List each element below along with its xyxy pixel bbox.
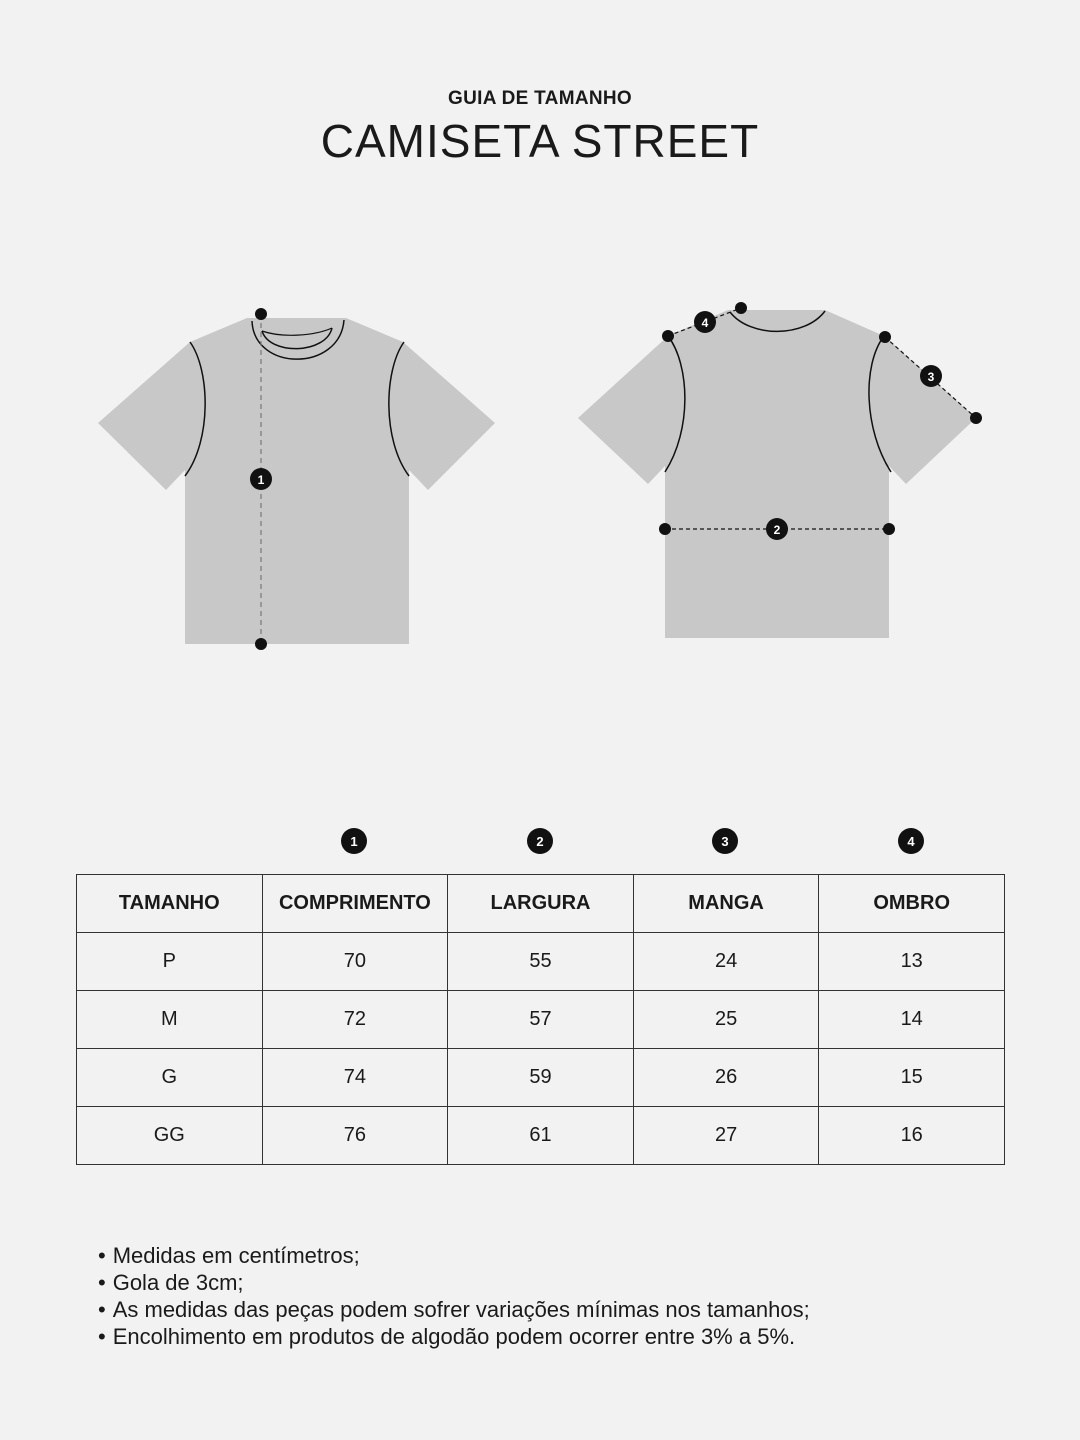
- shoulder-dot-right: [735, 302, 747, 314]
- length-dot-bottom: [255, 638, 267, 650]
- cell-ombro: 14: [819, 991, 1005, 1049]
- cell-largura: 59: [448, 1049, 634, 1107]
- front-shirt-body: [98, 318, 495, 644]
- cell-comprimento: 70: [262, 933, 448, 991]
- cell-comprimento: 76: [262, 1107, 448, 1165]
- sleeve-dot-top: [879, 331, 891, 343]
- cell-size: M: [77, 991, 263, 1049]
- note-item: • As medidas das peças podem sofrer variações mínimas nos tamanhos;: [98, 1296, 998, 1323]
- table-row: [77, 933, 1005, 991]
- width-dot-left: [659, 523, 671, 535]
- table-row: [77, 1049, 1005, 1107]
- marker-1-label: 1: [257, 473, 265, 487]
- marker-2-label: 2: [773, 523, 781, 537]
- cell-manga: 25: [633, 991, 819, 1049]
- size-table: [76, 874, 1005, 1165]
- back-shirt: [578, 302, 982, 638]
- header-manga: MANGA: [633, 875, 819, 933]
- cell-ombro: 15: [819, 1049, 1005, 1107]
- note-item: • Medidas em centímetros;: [98, 1242, 998, 1269]
- cell-manga: 26: [633, 1049, 819, 1107]
- note-item: • Encolhimento em produtos de algodão podem ocorrer entre 3% a 5%.: [98, 1323, 998, 1350]
- front-shirt: [98, 308, 495, 650]
- shoulder-dot-left: [662, 330, 674, 342]
- header-tamanho: TAMANHO: [77, 875, 263, 933]
- length-dot-top: [255, 308, 267, 320]
- header-comprimento: COMPRIMENTO: [262, 875, 448, 933]
- table-header-row: [77, 875, 1005, 933]
- cell-comprimento: 74: [262, 1049, 448, 1107]
- column-marker-3: 3: [712, 828, 738, 854]
- cell-ombro: 16: [819, 1107, 1005, 1165]
- column-marker-1: 1: [341, 828, 367, 854]
- table-row: [77, 991, 1005, 1049]
- cell-size: G: [77, 1049, 263, 1107]
- cell-largura: 61: [448, 1107, 634, 1165]
- cell-largura: 57: [448, 991, 634, 1049]
- guide-subtitle: GUIA DE TAMANHO: [448, 88, 632, 109]
- cell-largura: 55: [448, 933, 634, 991]
- back-shirt-body: [578, 310, 976, 638]
- marker-4-label: 4: [701, 316, 709, 330]
- table-row: [77, 1107, 1005, 1165]
- shirt-measurement-diagram: [0, 280, 1080, 680]
- cell-comprimento: 72: [262, 991, 448, 1049]
- header-ombro: OMBRO: [819, 875, 1005, 933]
- cell-size: P: [77, 933, 263, 991]
- cell-ombro: 13: [819, 933, 1005, 991]
- column-marker-4: 4: [898, 828, 924, 854]
- column-markers: [76, 828, 1004, 854]
- cell-manga: 27: [633, 1107, 819, 1165]
- cell-size: GG: [77, 1107, 263, 1165]
- notes-list: [98, 1242, 998, 1350]
- sleeve-dot-bottom: [970, 412, 982, 424]
- cell-manga: 24: [633, 933, 819, 991]
- note-item: • Gola de 3cm;: [98, 1269, 998, 1296]
- page-title: CAMISETA STREET: [320, 115, 760, 167]
- marker-3-label: 3: [927, 370, 935, 384]
- width-dot-right: [883, 523, 895, 535]
- column-marker-2: 2: [527, 828, 553, 854]
- header-largura: LARGURA: [448, 875, 634, 933]
